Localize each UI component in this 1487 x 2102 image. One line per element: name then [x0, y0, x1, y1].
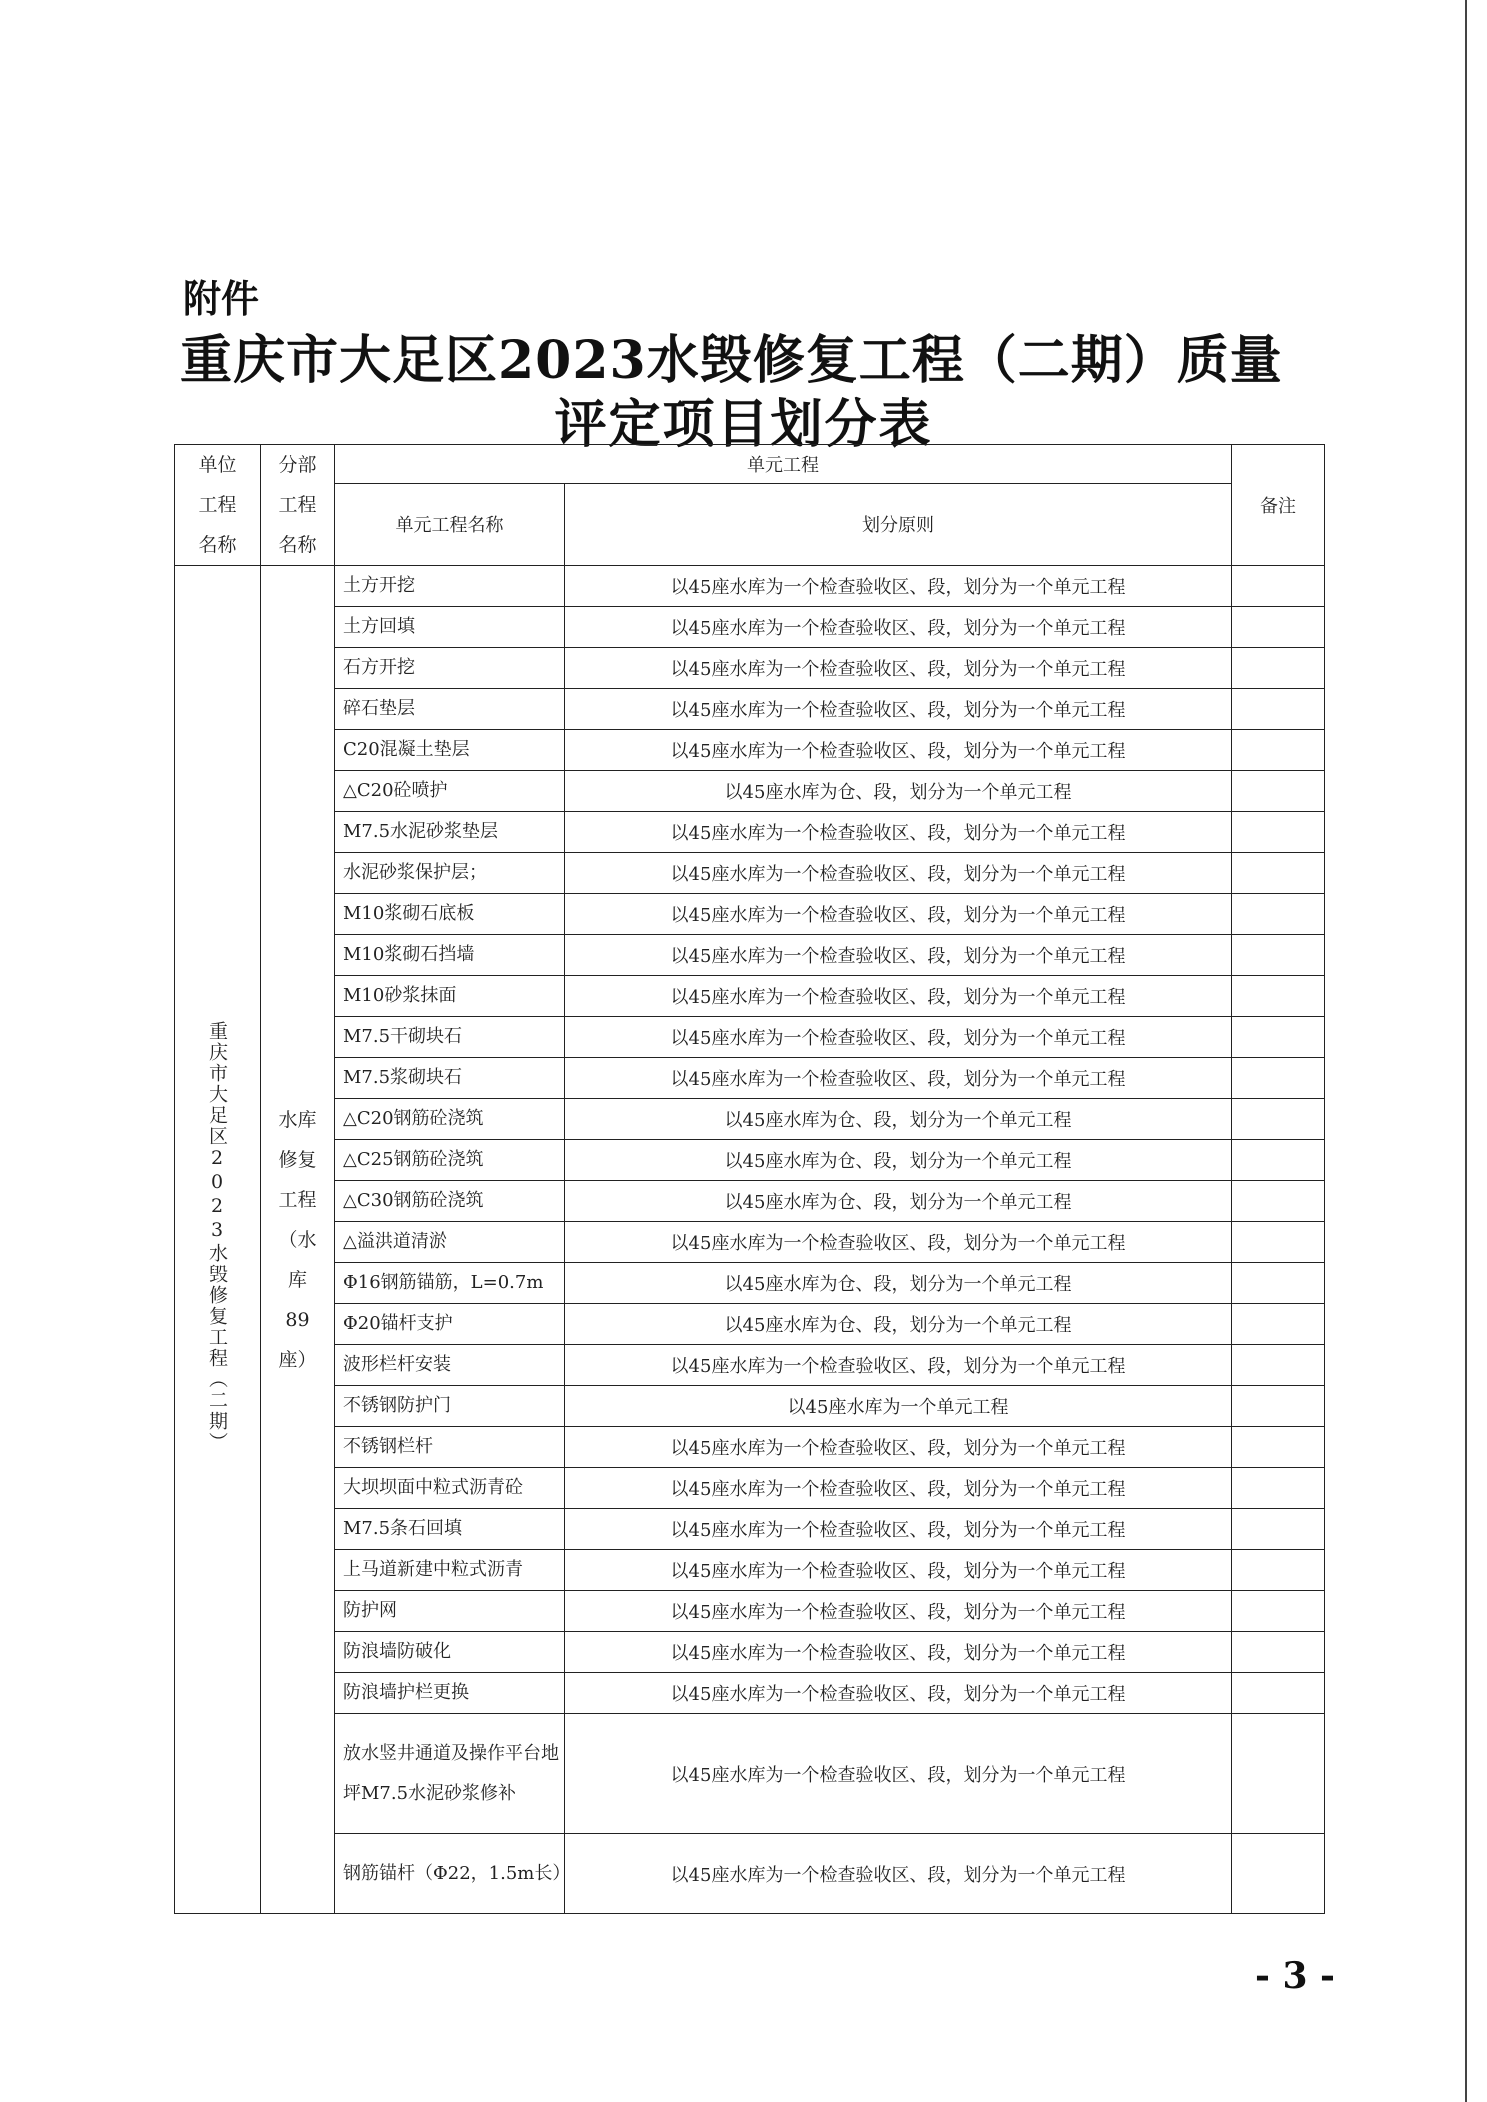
- element-name-cell: M7.5干砌块石: [335, 1017, 565, 1058]
- remark-cell: [1232, 1386, 1325, 1427]
- table-row: [175, 771, 1325, 812]
- table-row: [175, 689, 1325, 730]
- attachment-label: 附件: [183, 277, 260, 321]
- division-rule-cell: 以45座水库为一个检查验收区、段，划分为一个单元工程: [565, 935, 1232, 976]
- remark-cell: [1232, 935, 1325, 976]
- unit-project-name: 重庆市大足区2023水毁修复工程（二期）: [206, 1021, 228, 1453]
- header-unit-project: [175, 445, 261, 566]
- division-rule-cell: 以45座水库为仓、段，划分为一个单元工程: [565, 1263, 1232, 1304]
- remark-cell: [1232, 853, 1325, 894]
- element-name-cell: M10浆砌石底板: [335, 894, 565, 935]
- element-name-cell: 防浪墙防破化: [335, 1632, 565, 1673]
- remark-cell: [1232, 1427, 1325, 1468]
- element-name-cell: △C30钢筋砼浇筑: [335, 1181, 565, 1222]
- element-name-cell: M7.5水泥砂浆垫层: [335, 812, 565, 853]
- header-remark: 备注: [1232, 445, 1325, 566]
- division-rule-cell: 以45座水库为一个检查验收区、段，划分为一个单元工程: [565, 976, 1232, 1017]
- division-rule-cell: 以45座水库为一个检查验收区、段，划分为一个单元工程: [565, 894, 1232, 935]
- division-table: [174, 444, 1325, 1914]
- table-row: [175, 1427, 1325, 1468]
- element-name-cell: △C20钢筋砼浇筑: [335, 1099, 565, 1140]
- division-rule-cell: 以45座水库为仓、段，划分为一个单元工程: [565, 771, 1232, 812]
- table-row: [175, 1386, 1325, 1427]
- remark-cell: [1232, 1304, 1325, 1345]
- table-row: [175, 648, 1325, 689]
- division-rule-cell: 以45座水库为一个单元工程: [565, 1386, 1232, 1427]
- table-row: [175, 1834, 1325, 1914]
- element-name-cell: 大坝坝面中粒式沥青砼: [335, 1468, 565, 1509]
- remark-cell: [1232, 1345, 1325, 1386]
- remark-cell: [1232, 730, 1325, 771]
- remark-cell: [1232, 1058, 1325, 1099]
- division-rule-cell: 以45座水库为仓、段，划分为一个单元工程: [565, 1304, 1232, 1345]
- table-row: [175, 1263, 1325, 1304]
- division-rule-cell: 以45座水库为一个检查验收区、段，划分为一个单元工程: [565, 1591, 1232, 1632]
- division-rule-cell: 以45座水库为仓、段，划分为一个单元工程: [565, 1181, 1232, 1222]
- division-rule-cell: 以45座水库为一个检查验收区、段，划分为一个单元工程: [565, 1468, 1232, 1509]
- remark-cell: [1232, 976, 1325, 1017]
- remark-cell: [1232, 648, 1325, 689]
- remark-cell: [1232, 1714, 1325, 1834]
- remark-cell: [1232, 1017, 1325, 1058]
- division-rule-cell: 以45座水库为一个检查验收区、段，划分为一个单元工程: [565, 1632, 1232, 1673]
- scan-edge-line: [1465, 0, 1467, 2102]
- remark-cell: [1232, 1140, 1325, 1181]
- remark-cell: [1232, 1181, 1325, 1222]
- remark-cell: [1232, 1550, 1325, 1591]
- sub-project-name: 水库修复工程（水库89座）: [278, 1108, 317, 1371]
- element-name-cell: M10浆砌石挡墙: [335, 935, 565, 976]
- element-name-cell: 碎石垫层: [335, 689, 565, 730]
- division-rule-cell: 以45座水库为一个检查验收区、段，划分为一个单元工程: [565, 566, 1232, 607]
- table-row: [175, 1058, 1325, 1099]
- table-row: [175, 812, 1325, 853]
- remark-cell: [1232, 1632, 1325, 1673]
- table-row: [175, 1222, 1325, 1263]
- division-rule-cell: 以45座水库为一个检查验收区、段，划分为一个单元工程: [565, 853, 1232, 894]
- division-rule-cell: 以45座水库为一个检查验收区、段，划分为一个单元工程: [565, 1673, 1232, 1714]
- remark-cell: [1232, 1673, 1325, 1714]
- division-rule-cell: 以45座水库为一个检查验收区、段，划分为一个单元工程: [565, 1345, 1232, 1386]
- header-element-name: 单元工程名称: [335, 483, 565, 565]
- element-name-cell: Φ20锚杆支护: [335, 1304, 565, 1345]
- remark-cell: [1232, 1263, 1325, 1304]
- table-row: [175, 976, 1325, 1017]
- element-name-cell: 土方开挖: [335, 566, 565, 607]
- element-name-cell: 不锈钢防护门: [335, 1386, 565, 1427]
- table-row: [175, 607, 1325, 648]
- division-rule-cell: 以45座水库为一个检查验收区、段，划分为一个单元工程: [565, 730, 1232, 771]
- document-title-line2: 评定项目划分表: [554, 394, 933, 455]
- division-rule-cell: 以45座水库为一个检查验收区、段，划分为一个单元工程: [565, 1427, 1232, 1468]
- division-rule-cell: 以45座水库为一个检查验收区、段，划分为一个单元工程: [565, 1550, 1232, 1591]
- remark-cell: [1232, 566, 1325, 607]
- table-row: [175, 1181, 1325, 1222]
- remark-cell: [1232, 1468, 1325, 1509]
- header-row-2: [175, 483, 1325, 565]
- element-name-cell: 防浪墙护栏更换: [335, 1673, 565, 1714]
- element-name-cell: 放水竖井通道及操作平台地坪M7.5水泥砂浆修补: [335, 1714, 565, 1834]
- element-name-cell: 波形栏杆安装: [335, 1345, 565, 1386]
- element-name-cell: △C25钢筋砼浇筑: [335, 1140, 565, 1181]
- element-name-cell: 上马道新建中粒式沥青: [335, 1550, 565, 1591]
- document-title-line1: 重庆市大足区2023水毁修复工程（二期）质量: [180, 330, 1283, 391]
- element-name-cell: 钢筋锚杆（Φ22，1.5m长）: [335, 1834, 565, 1914]
- header-sub-project-text: 分部工程名称: [278, 454, 317, 556]
- division-rule-cell: 以45座水库为一个检查验收区、段，划分为一个单元工程: [565, 1714, 1232, 1834]
- element-name-cell: 不锈钢栏杆: [335, 1427, 565, 1468]
- table-row: [175, 1017, 1325, 1058]
- table-row: [175, 1591, 1325, 1632]
- element-name-cell: Φ16钢筋锚筋，L=0.7m: [335, 1263, 565, 1304]
- remark-cell: [1232, 1099, 1325, 1140]
- sub-project-cell: [261, 566, 335, 1914]
- element-name-cell: 石方开挖: [335, 648, 565, 689]
- division-rule-cell: 以45座水库为一个检查验收区、段，划分为一个单元工程: [565, 1017, 1232, 1058]
- remark-cell: [1232, 1834, 1325, 1914]
- table-row: [175, 1550, 1325, 1591]
- element-name-cell: M7.5浆砌块石: [335, 1058, 565, 1099]
- division-rule-cell: 以45座水库为一个检查验收区、段，划分为一个单元工程: [565, 1509, 1232, 1550]
- division-rule-cell: 以45座水库为一个检查验收区、段，划分为一个单元工程: [565, 1058, 1232, 1099]
- table-row: [175, 1468, 1325, 1509]
- table-row: [175, 894, 1325, 935]
- table-row: [175, 1714, 1325, 1834]
- division-rule-cell: 以45座水库为一个检查验收区、段，划分为一个单元工程: [565, 1834, 1232, 1914]
- element-name-cell: 防护网: [335, 1591, 565, 1632]
- table-row: [175, 1099, 1325, 1140]
- header-unit-project-text: 单位工程名称: [198, 454, 237, 556]
- remark-cell: [1232, 1222, 1325, 1263]
- division-rule-cell: 以45座水库为一个检查验收区、段，划分为一个单元工程: [565, 689, 1232, 730]
- table-row: [175, 1673, 1325, 1714]
- division-rule-cell: 以45座水库为一个检查验收区、段，划分为一个单元工程: [565, 1222, 1232, 1263]
- division-rule-cell: 以45座水库为一个检查验收区、段，划分为一个单元工程: [565, 812, 1232, 853]
- table-row: [175, 853, 1325, 894]
- table-row: [175, 1632, 1325, 1673]
- table-row: [175, 935, 1325, 976]
- remark-cell: [1232, 689, 1325, 730]
- table-row: [175, 1140, 1325, 1181]
- element-name-cell: M7.5条石回填: [335, 1509, 565, 1550]
- header-sub-project: [261, 445, 335, 566]
- table-row: [175, 1304, 1325, 1345]
- element-name-cell: △溢洪道清淤: [335, 1222, 565, 1263]
- division-rule-cell: 以45座水库为一个检查验收区、段，划分为一个单元工程: [565, 607, 1232, 648]
- remark-cell: [1232, 771, 1325, 812]
- element-name-cell: M10砂浆抹面: [335, 976, 565, 1017]
- remark-cell: [1232, 1591, 1325, 1632]
- division-rule-cell: 以45座水库为仓、段，划分为一个单元工程: [565, 1099, 1232, 1140]
- division-rule-cell: 以45座水库为一个检查验收区、段，划分为一个单元工程: [565, 648, 1232, 689]
- header-division-rule: 划分原则: [565, 483, 1232, 565]
- element-name-cell: △C20砼喷护: [335, 771, 565, 812]
- division-rule-cell: 以45座水库为仓、段，划分为一个单元工程: [565, 1140, 1232, 1181]
- remark-cell: [1232, 607, 1325, 648]
- element-name-cell: C20混凝土垫层: [335, 730, 565, 771]
- table-row: [175, 1509, 1325, 1550]
- element-name-cell: 土方回填: [335, 607, 565, 648]
- remark-cell: [1232, 1509, 1325, 1550]
- remark-cell: [1232, 812, 1325, 853]
- remark-cell: [1232, 894, 1325, 935]
- table-row: [175, 730, 1325, 771]
- header-row-1: [175, 445, 1325, 484]
- table-row: [175, 1345, 1325, 1386]
- element-name-cell: 水泥砂浆保护层；: [335, 853, 565, 894]
- unit-project-cell: [175, 566, 261, 1914]
- page-number: - 3 -: [1255, 1955, 1335, 1997]
- header-element-group: 单元工程: [335, 445, 1232, 484]
- table-row: [175, 566, 1325, 607]
